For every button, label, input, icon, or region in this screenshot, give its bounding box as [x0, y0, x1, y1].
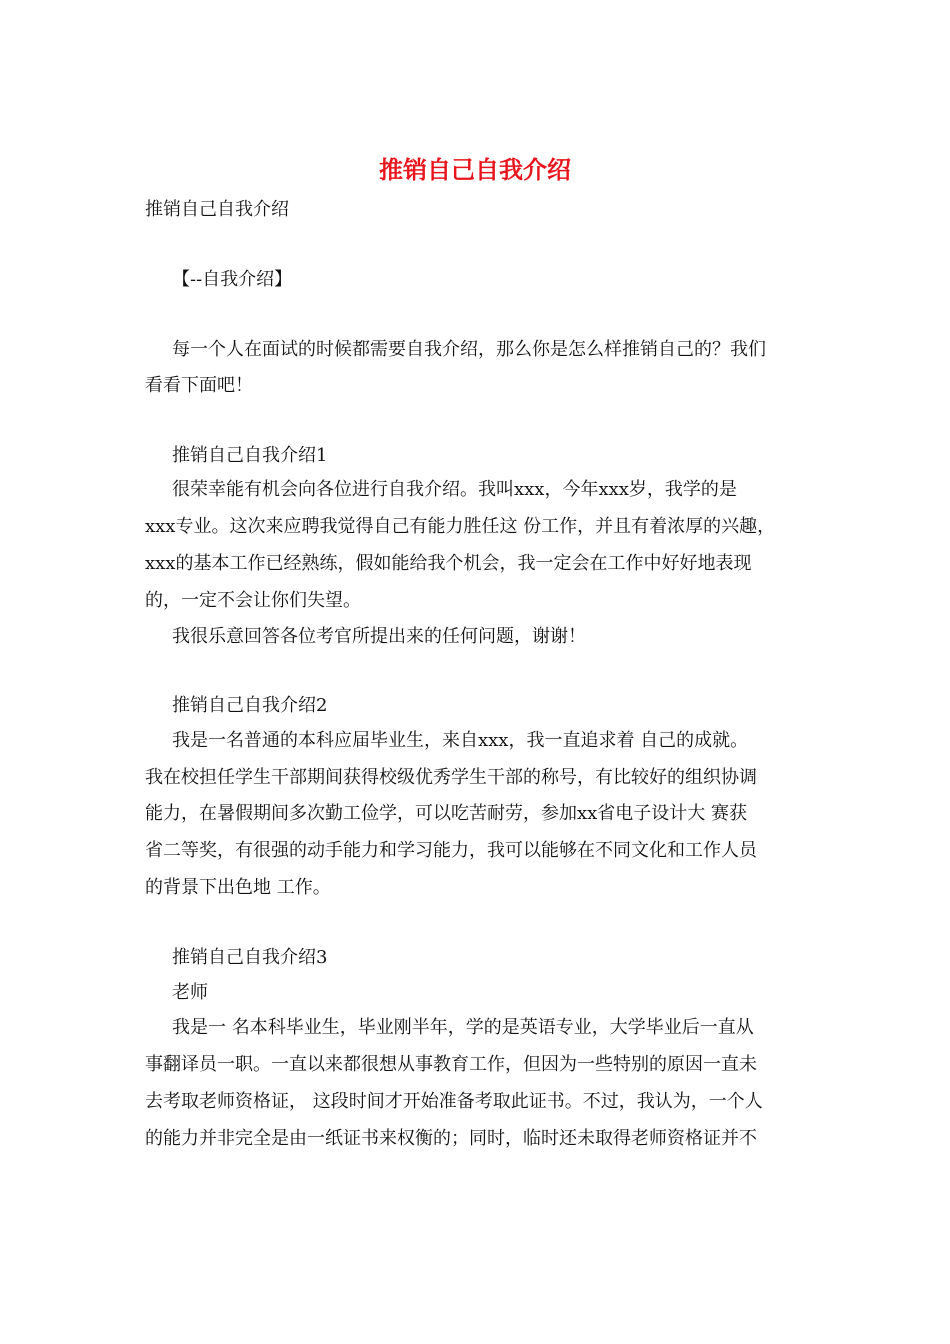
paragraph-line: xxx的基本工作已经熟练，假如能给我个机会，我一定会在工作中好好地表现	[145, 553, 752, 574]
section-heading-3: 推销自己自我介绍3	[172, 947, 328, 968]
paragraph-line: xxx专业。这次来应聘我觉得自己有能力胜任这 份工作，并且有着浓厚的兴趣，	[145, 516, 776, 537]
subtitle-line: 推销自己自我介绍	[145, 199, 289, 220]
paragraph-line: 去考取老师资格证， 这段时间才开始准备考取此证书。不过，我认为，一个人	[145, 1091, 763, 1112]
paragraph-line: 我在校担任学生干部期间获得校级优秀学生干部的称号，有比较好的组织协调	[145, 767, 757, 788]
section-heading-2: 推销自己自我介绍2	[172, 695, 328, 716]
paragraph-line: 省二等奖，有很强的动手能力和学习能力，我可以能够在不同文化和工作人员	[145, 840, 757, 861]
paragraph-line: 很荣幸能有机会向各位进行自我介绍。我叫xxx，今年xxx岁，我学的是	[172, 479, 737, 500]
paragraph-line: 的，一定不会让你们失望。	[145, 590, 361, 611]
intro-line: 每一个人在面试的时候都需要自我介绍，那么你是怎么样推销自己的？我们	[172, 339, 766, 360]
document-title: 推销自己自我介绍	[379, 156, 571, 184]
paragraph-line: 的背景下出色地 工作。	[145, 877, 331, 898]
section-heading-1: 推销自己自我介绍1	[172, 445, 328, 466]
intro-line: 看看下面吧！	[145, 375, 253, 396]
category-tag: 【--自我介绍】	[172, 269, 293, 290]
paragraph-line: 能力，在暑假期间多次勤工俭学，可以吃苦耐劳，参加xx省电子设计大 赛获	[145, 803, 748, 824]
paragraph-line: 老师	[172, 982, 208, 1003]
paragraph-line: 我是一名普通的本科应届毕业生，来自xxx，我一直追求着 自己的成就。	[172, 730, 749, 751]
paragraph-line: 我很乐意回答各位考官所提出来的任何问题，谢谢！	[172, 626, 586, 647]
paragraph-line: 我是一 名本科毕业生，毕业刚半年，学的是英语专业，大学毕业后一直从	[172, 1017, 754, 1038]
paragraph-line: 的能力并非完全是由一纸证书来权衡的；同时，临时还未取得老师资格证并不	[145, 1128, 757, 1149]
paragraph-line: 事翻译员一职。一直以来都很想从事教育工作，但因为一些特别的原因一直未	[145, 1054, 757, 1075]
